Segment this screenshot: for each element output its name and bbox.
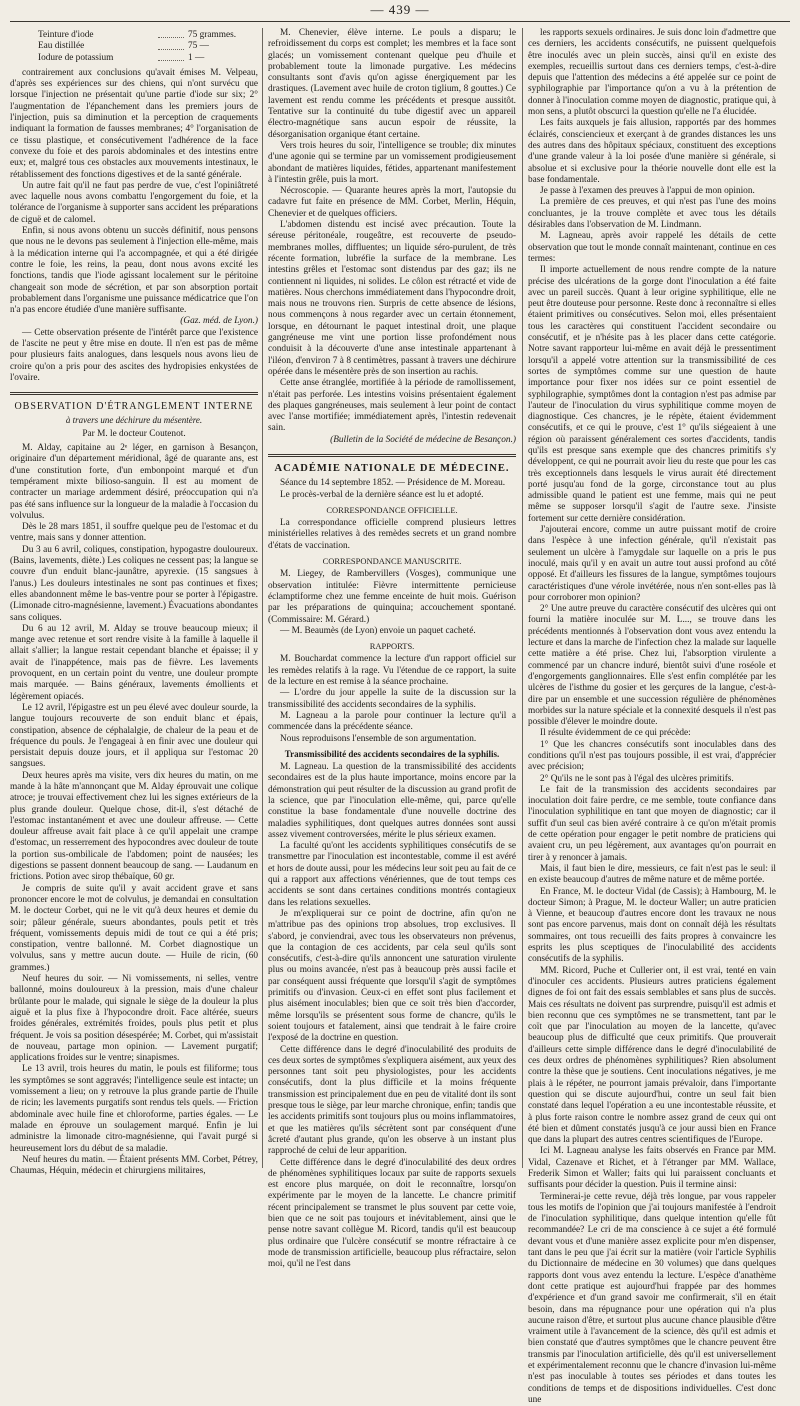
author-line: Par M. le docteur Coutenot. <box>82 428 186 439</box>
ingredient-quantity: 75 — <box>188 41 209 52</box>
column-rule <box>522 28 523 1168</box>
paragraph: M. Lagneau. La question de la transmissibilité des accidents secondaires est de la plus haute importance, moins encore par la démonstration qui peut résulter de la discussion au grand profit de la science, que par l'inoculation elle-même, qui, parce qu'elle constitue la base fondamentale d'une nouvelle doctrine des maladies syphilitiques, dont quelques autres données sont aussi assez vivement controversées, mérite le plus sérieux examen. <box>268 762 516 840</box>
paragraph: Mais, il faut bien le dire, messieurs, ce fait n'est pas le seul: il en existe beaucoup d'autres de même nature et de même portée. <box>528 863 776 886</box>
section-title: OBSERVATION D'ÉTRANGLEMENT INTERNE <box>10 392 258 412</box>
paragraph: Le 13 avril, trois heures du matin, le pouls est filiforme; tous les symptômes se sont aggravés; l'intelligence seule est intacte; un vomissement a lieu; on y retrouve la plus grande partie de l'huile de ricin; les lavements purgatifs sont rendus tels quels. — Friction abdominale avec huile fine et chloroforme, parties égales. — Le malade en éprouve un soulagement marqué. Enfin je lui administre la limonade citro-magnésienne, qui l'avait purgé si heureusement lors du début de sa maladie. <box>10 1064 258 1154</box>
paragraph: Le fait de la transmission des accidents secondaires par inoculation doit faire perdre, ce me semble, toute confiance dans l'inoculation syphilitique en tant que moyen de diagnostic; car il suffit d'un seul cas bien avéré contraire à ce qu'on m'était promis de cette opération pour engager le petit nombre de praticiens qui avaient cru, un peu légèrement, aux avantages qu'on pourrait en tirer à y renoncer à jamais. <box>528 784 776 863</box>
paragraph: J'ajouterai encore, comme un autre puissant motif de croire dans l'espèce à une infection générale, qu'il n'existait pas seulement un ulcère à l'amygdale sur laquelle on a pris le pus inoculé, mais qu'il y en avait un autre tout aussi profond au côté opposé. Et d'ailleurs les fissures de la langue, symptômes toujours caractéristiques d'une vérole invétérée, nous n'en sont-elles pas là pour corroborer mon opinion? <box>528 525 776 603</box>
paragraph: En France, M. le docteur Vidal (de Cassis); à Hambourg, M. le docteur Simon; à Prague, M. le docteur Waller; un autre praticien à Vienne, et beaucoup d'autres encore dont les travaux ne nous sont pas encore parvenus, mais dont on connaît déjà les résultats sommaires, ont tous recueilli des faits propres à convaincre les esprits les plus sceptiques de l'inoculabilité des accidents consécutifs de la syphilis. <box>528 886 776 965</box>
paragraph: Vers trois heures du soir, l'intelligence se trouble; dix minutes d'une agonie qui se termine par un vomissement prodigieusement abondant de matières liquides, fétides, appartenant manifestement à l'intestin grêle, puis la mort. <box>268 140 516 185</box>
paragraph: Deux heures après ma visite, vers dix heures du matin, on me mande à la hâte m'annonçant que M. Alday éprouvait une colique atroce; je trouvai effectivement chez lui les signes extérieurs de la plus grande douleur. Quelque chose, dit-il, s'est détaché de l'estomac instantanément et avec une douleur affreuse. — Cette douleur affreuse avait fait place à ce qu'il appelait une crampe d'estomac, un resserrement des hypocondres avec douleur de toute la portion sus-ombilicale de l'abdomen; point de nausées; les digestions se passent donnent beaucoup de sang. — Laudanum en frictions. Potion avec sirop thébaïque, 60 gr. <box>10 770 258 883</box>
paragraph: Ici M. Lagneau analyse les faits observés en France par MM. Vidal, Cazenave et Richet, et à l'étranger par MM. Wallace, Frederik Simon et Waller; faits qui lui paraissent concluants et suffisants pour décider la question. Puis il termine ainsi: <box>528 1146 776 1191</box>
paragraph: La première de ces preuves, et qui n'est pas l'une des moins concluantes, je la trouve complète et avec tous les détails désirables dans l'observation de M. Lindmann. <box>528 197 776 231</box>
paragraph: La faculté qu'ont les accidents syphilitiques consécutifs de se transmettre par l'inoculation est incontestable, comme il est avéré et hors de doute aussi, pour les médecins leur soit peu au fait de ce qui a rapport aux affections vénériennes, que de tout temps ces accidents se sont dans certaines conditions montrés contagieux dans les relations sexuelles. <box>268 841 516 908</box>
paragraph: La correspondance officielle comprend plusieurs lettres ministérielles relatives à des remèdes secrets et un grand nombre d'états de vaccination. <box>268 518 516 551</box>
source-citation: (Bulletin de la Société de médecine de Besançon.) <box>330 434 516 445</box>
page-number: — 439 — <box>370 2 430 17</box>
ingredient-name: Eau distillée <box>38 41 85 52</box>
paragraph: Je m'expliquerai sur ce point de doctrine, afin qu'on ne m'attribue pas des opinions trop absolues, trop exclusives. Il s'abord, je conviendrai, avec tous les observateurs non prévenus, que la contagion de ces accidents, par cela seul qu'ils sont consécutifs, c'est-à-dire qu'ils annoncent une saturation virulente plus ou moins avancée, n'est pas à beaucoup près aussi facile et par conséquent aussi fréquente que lorsqu'il s'agit de symptômes primitifs ou d'invasion. Ceux-ci en effet sont plus facilement et plus aisément inoculables; bien que ce soit très bien d'accorder, même lorsqu'ils se présentent sous forme de chancre, qu'ils le soient toujours et fatalement, ainsi que tendrait à le faire croire l'exposé de la doctrine en question. <box>268 908 516 1044</box>
paragraph: Nécroscopie. — Quarante heures après la mort, l'autopsie du cadavre fut faite en présence de MM. Corbet, Merlin, Héquin, Chenevier et de quelques officiers. <box>268 186 516 219</box>
ingredient-quantity: 1 — <box>188 52 205 63</box>
paragraph: Le 12 avril, l'épigastre est un peu élevé avec douleur sourde, la langue toujours recouverte de son enduit blanc et épais, constipation, absence de céphalalgie, de chaleur de la peau et de fréquence du pouls. Je l'engageai à en finir avec une douleur qui persistait depuis douze jours, et il appliqua sur l'estomac 20 sangsues. <box>10 702 258 770</box>
paragraph: M. Liegey, de Rambervillers (Vosges), communique une observation intitulée: Fièvre intermittente pernicieuse éclamptiforme chez une femme enceinte de huit mois. Guérison par les préparations de quinquina; accouchement spontané. (Commissaire: M. Gérard.) <box>268 569 516 625</box>
column-middle <box>268 28 516 1270</box>
subsection-heading: CORRESPONDANCE OFFICIELLE. <box>326 504 458 515</box>
column-right <box>528 28 776 1405</box>
header-rule <box>10 21 790 22</box>
subsection-heading: CORRESPONDANCE MANUSCRITE. <box>322 556 462 567</box>
paragraph: L'abdomen distendu est incisé avec précaution. Toute la séreuse péritonéale, rougeâtre, est recouverte de pseudo-membranes molles, diffluentes; un liquide séro-purulent, de très récente formation, lubréfie la surface de la membrane. Les intestins grêles et l'estomac sont distendus par des gaz; ils ne contiennent ni liquides, ni solides. Le côlon est rétracté et vide de matières. Nous cherchons immédiatement dans l'hypocondre droit, mais nous ne trouvons rien. Surpris de cette absence de lésions, nous commençons à nous regarder avec un certain étonnement, lorsque, en détournant le paquet intestinal droit, une plaque gangréneuse me vint une portion lisse profondément nous conduisit à la découverte d'une anse intestinale appartenant à l'iléon, d'environ 7 à 8 centimètres, passant à travers une déchirure opérée dans le mésentère près de son insertion au rachis. <box>268 220 516 377</box>
paragraph: les rapports sexuels ordinaires. Je suis donc loin d'admettre que ces derniers, les accidents consécutifs, ne puissent quelquefois être inoculés avec un plein succès, ainsi qu'il en existe des exemples, recueillis surtout dans ces derniers temps, c'est-à-dire depuis que l'attention des médecins a été appelée sur ce point de syphilographie par l'importance qu'on a vu à la prétention de donner à l'inoculation comme moyen de diagnostic, pratique qui, à mon sens, a plutôt obscurci la question qu'elle ne l'a élucidée. <box>528 28 776 118</box>
paragraph: Il résulte évidemment de ce qui précède: <box>540 728 691 739</box>
leader-dots <box>158 30 184 38</box>
paragraph: Il importe actuellement de nous rendre compte de la nature précise des ulcérations de la gorge dont l'inoculation a été faite avec un pareil succès. Quant à leur origine syphilitique, elle ne peut être douteuse pour personne. Reste donc à reconnaître si elles étaient primitives ou consécutives. Selon moi, elles présentaient tous les caractères qui constituent l'accident secondaire ou consécutif, et je n'hésite pas à les placer dans cette catégorie. Notre savant rapporteur lui-même en avait déjà le pressentiment lorsqu'il a appelé votre attention sur la transmissibilité de ces sortes de symptômes comme sur une question de haute importance pour fixer nos idées sur ce point essentiel de syphilographie, symptômes dont la contagion n'est pas admise par l'auteur de l'inoculation du virus syphilitique comme moyen de diagnostique. Ces chancres, je le répète, étaient évidemment consécutifs, et ce qui le prouve, c'est 1° qu'ils siégeaient à une région où paraissent généralement ces sortes d'accidents, tandis qu'ils est presque sans exemple que des chancres primitifs s'y développent, ce qui ne pourrait avoir lieu du reste que pour les cas très exceptionnels dans lesquels le virus aurait été directement porté jusqu'au fond de la gorge, circonstance tout au plus admissible quand le patient est une femme, mais qui ne peut même se supposer lorsqu'il s'agit de l'autre sexe. J'insiste fortement sur cette dernière considération. <box>528 265 776 524</box>
paragraph: Neuf heures du matin. — Étaient présents MM. Corbet, Pétrey, Chaumas, Héquin, médecin et chirurgiens militaires, <box>10 1154 258 1177</box>
section-subtitle: à travers une déchirure du mésentère. <box>65 414 203 425</box>
column-left <box>10 28 258 1177</box>
paragraph: Du 6 au 12 avril, M. Alday se trouve beaucoup mieux; il mange avec retenue et sort rendre visite à la famille à laquelle il allait s'allier; la langue restait cependant blanche et épaisse; il y avait de l'inappétence, mais pas de fièvre. Les lavements provoquent, en un certain point du ventre, une douleur prompte mais marquée. — Bains généraux, lavements émollients et légèrement opiacés. <box>10 623 258 702</box>
paragraph: Je passe à l'examen des preuves à l'appui de mon opinion. <box>540 186 755 197</box>
paragraph: Un autre fait qu'il ne faut pas perdre de vue, c'est l'opiniâtreté avec laquelle nous avons combattu l'engorgement du foie, et la tolérance de l'organisme à supporter sans accident les préparations de ciguë et de calomel. <box>10 180 258 225</box>
leader-dots <box>158 53 184 61</box>
paragraph: 2° Qu'ils ne le sont pas à l'égal des ulcères primitifs. <box>540 773 734 784</box>
subsection-heading: RAPPORTS. <box>369 641 415 652</box>
column-rule <box>262 28 263 1168</box>
paragraph: 2° Une autre preuve du caractère consécutif des ulcères qui ont fourni la matière inoculée sur M. L..., se trouve dans les précédents mentionnés à l'observation dont vous avez entendu la lecture et dans la marche de l'infection chez la malade sur laquelle cette matière a été prise. Chez lui, l'absorption virulente a commencé par un chancre induré, bientôt suivi d'une roséole et d'engorgements ganglionnaires. Elle s'est enfin complétée par les ulcères de l'isthme du gosier et les gerçures de la langue, c'est-à-dire par un ensemble et une succession régulière de phénomènes morbides sur la nature spéciale et la connexité desquels il n'est pas possible d'élever le moindre doute. <box>528 604 776 728</box>
paragraph: Du 3 au 6 avril, coliques, constipation, hypogastre douloureux. (Bains, lavements, diète.) Les coliques ne cessent pas; la langue se couvre d'un enduit blanc-jaunâtre, apyrexie. (15 sangsues à l'anus.) Les douleurs intestinales ne sont pas continues et fixes; elles abandonnent même le bas-ventre pour se porter à l'épigastre. (Limonade citro-magnésienne, lavement.) Évacuations abondantes sans coliques. <box>10 544 258 623</box>
paragraph: Terminerai-je cette revue, déjà très longue, par vous rappeler tous les motifs de l'opinion que j'ai toujours manifestée à l'endroit de l'inoculation syphilitique, dans quelque intention qu'elle fût recommandée? Le cri de ma conscience à ce sujet a été formulé devant vous et d'une manière assez explicite pour m'en dispenser, tant dans le peu que j'ai écrit sur la matière (voir l'article Syphilis du Dictionnaire de médecine en 30 volumes) que dans quelques rapports dont vous avez entendu la lecture. L'espèce d'anathème dont cette pratique est aujourd'hui frappée par des hommes d'expérience et d'un grand savoir me confirmerait, s'il en était besoin, dans ma répugnance pour une opération qui n'a plus aucune raison d'être, et surtout plus aucune chance plausible d'être vraiment utile à l'avancement de la science, dès qu'il est admis et bien constaté que d'autres symptômes que le chancre peuvent être transmis par l'inoculation artificielle, dès qu'il est universellement et expérimentalement reconnu que le chancre d'invasion lui-même n'est pas inoculable à toutes ses périodes et dans toutes les conditions de temps et de dispositions individuelles. C'est donc une <box>528 1191 776 1405</box>
paragraph: Je compris de suite qu'il y avait accident grave et sans prononcer encore le mot de colvulus, je demandai en consultation M. le docteur Corbet, qui ne le vit qu'à deux heures et demie du soir; pâleur générale, sueurs abondantes, pouls petit et très fréquent, vomissements depuis midi de tout ce qui a été pris; constipation, ventre ballonné. M. Corbet diagnostique un volvulus, sans y mettre aucun doute. — Huile de ricin, (60 grammes.) <box>10 883 258 973</box>
paragraph: — M. Beaumès (de Lyon) envoie un paquet cacheté. <box>280 625 476 636</box>
session-line: Séance du 14 septembre 1852. — Présidence de M. Moreau. <box>280 478 506 489</box>
paragraph: M. Lagneau a la parole pour continuer la lecture qu'il a commencée dans la précédente séance. <box>268 710 516 733</box>
prescription-item <box>38 30 258 41</box>
paragraph: M. Chenevier, élève interne. Le pouls a disparu; le refroidissement du corps est complet; les membres et la face sont glacés; un vomissement contenant quelque peu d'huile et probablement toute la limonade purgative. Les médecins consultants sont d'avis qu'on agisse énergiquement par les drastiques. (Lavement avec huile de croton tiglium, 8 gouttes.) Ce lavement est rendu comme les précédents et presque aussitôt. Tentative sur la continuité du tube digestif avec un appareil électro-magnétique sans aucun espoir de réussite, la désorganisation organique étant certaine. <box>268 28 516 140</box>
ingredient-quantity: 75 grammes. <box>188 30 237 40</box>
paragraph: M. Bouchardat commence la lecture d'un rapport officiel sur les remèdes relatifs à la rage. Vu l'étendue de ce rapport, la suite de la lecture en est remise à la séance prochaine. <box>268 654 516 688</box>
ingredient-name: Iodure de potassium <box>38 52 114 63</box>
source-citation: (Gaz. méd. de Lyon.) <box>180 316 258 327</box>
paragraph: M. Alday, capitaine au 2ᵉ léger, en garnison à Besançon, originaire d'un département méridional, âgé de quarante ans, est d'une constitution forte, d'un embonpoint marqué et d'un tempérament mixte bilioso-sanguin. Il est au moment de contracter un mariage ardemment désiré, préoccupation qui n'a pas été sans influence sur la longueur de la maladie à l'occasion du volvulus. <box>10 443 258 521</box>
paragraph: 1° Que les chancres consécutifs sont inoculables dans des conditions qu'il n'est pas toujours possible, il est vrai, d'apprécier avec précision; <box>528 739 776 773</box>
paragraph: MM. Ricord, Puche et Cullerier ont, il est vrai, tenté en vain d'inoculer ces accidents. Plusieurs autres praticiens également dignes de foi ont fait des essais semblables et sans plus de succès. Mais ces résultats ne doivent pas surprendre, puisqu'il est admis et bien reconnu que ces symptômes ne se transmettent, tant par le coït que par l'inoculation au moyen de la lancette, qu'avec beaucoup plus de difficulté que ceux primitifs. Que prouverait d'ailleurs cette simple différence dans le degré d'inoculabilité de ces deux ordres de phénomènes syphilitiques? Rien absolument contre la thèse que je soutiens. Cent inoculations négatives, je me plais à le répéter, ne pourront jamais prévaloir, dans l'importante question qui se discute aujourd'hui, contre un seul fait bien constaté dans lequel l'opération a eu une incontestable réussite, et à plus forte raison contre le nombre assez grand de ceux qui ont été bien et dûment constatés jusqu'à ce jour aussi bien en France que dans la plupart des autres centres scientifiques de l'Europe. <box>528 965 776 1146</box>
subsection-heading: Transmissibilité des accidents secondaires de la syphilis. <box>284 748 500 759</box>
paragraph: Le procès-verbal de la dernière séance est lu et adopté. <box>280 489 484 500</box>
paragraph: Enfin, si nous avons obtenu un succès définitif, nous pensons que nous ne le devons pas seulement à l'injection elle-même, mais à la médication interne qui l'a accompagnée, et qui a été dirigée contre le foie, les reins, la peau, dont nous avons excité les fonctions, tandis que l'iode agissant localement sur le péritoine changeait son mode de sécrétion, et par son absorption portait probablement dans l'organisme une puissance médicatrice que l'on n'a pas encore étudiée d'une manière suffisante. <box>10 226 258 316</box>
paragraph: Cette anse étranglée, mortifiée à la période de ramollissement, n'était pas perforée. Les intestins voisins présentaient également des plaques gangréneuses, mais seulement à leur point de contact avec l'anse mortifiée; immédiatement après, l'intestin redevenait sain. <box>268 378 516 434</box>
paragraph: M. Lagneau, après avoir rappelé les détails de cette observation que tout le monde connaît maintenant, continue en ces termes: <box>528 231 776 264</box>
ingredient-name: Teinture d'iode <box>38 30 94 40</box>
paragraph: Cette différence dans le degré d'inoculabilité des produits de ces deux sortes de symptômes s'expliquera aisément, aux yeux des personnes tant soit peu physiologistes, pour les accidents consécutifs, dont la plus difficile et la moins fréquente transmission est principalement due en peu de vitalité dont ils sont presque tous le siège, par leur marche chronique, enfin; tandis que les accidents primitifs sont toujours plus ou moins inflammatoires, et que les matières qu'ils sécrètent sont par conséquent d'une âcreté d'autant plus grande, qu'on les observe à un instant plus rapproché de celui de leur apparition. <box>268 1044 516 1157</box>
academy-title: ACADÉMIE NATIONALE DE MÉDECINE. <box>268 454 516 474</box>
prescription-item <box>38 53 258 64</box>
paragraph: Nous reproduisons l'ensemble de son argumentation. <box>280 733 477 744</box>
paragraph: Les faits auxquels je fais allusion, rapportés par des hommes éclairés, consciencieux et exerçant à de grandes distances les uns des autres dans des hôpitaux spéciaux, constituent des exceptions d'une grande valeur à la loi posée d'une manière si générale, si absolue et si exclusive pour la théorie nouvelle dont elle est la base fondamentale. <box>528 118 776 185</box>
prescription-list <box>38 30 258 64</box>
paragraph: — Cette observation présente de l'intérêt parce que l'existence de l'ascite ne peut y être mise en doute. Il n'en est pas de même pour plusieurs faits analogues, dans lesquels nous avons lieu de croire qu'on a pris pour des ascites des hydropisies enkystées de l'ovaire. <box>10 327 258 383</box>
leader-dots <box>158 41 184 49</box>
paragraph: contrairement aux conclusions qu'avait émises M. Velpeau, d'après ses expériences sur des chiens, qui n'ont survécu que lorsque l'injection ne présentait qu'une partie d'iode sur six; 2° l'augmentation de l'épanchement dans les premiers jours de l'injection, puis sa diminution et la perception de craquements indiquant la formation de fausses membranes; 4° l'organisation de ce tissu plastique, et consécutivement l'adhérence de la face convexe du foie et des parois abdominales et des intestins entre eux; et, malgré tous ces obstacles aux mouvements intestinaux, le rétablissement des fonctions digestives et de la santé générale. <box>10 67 258 180</box>
paragraph: Cette différence dans le degré d'inoculabilité des deux ordres de phénomènes syphilitiques locaux par suite de rapports sexuels est encore plus marquée, on doit le reconnaître, lorsqu'on expérimente par le moyen de la lancette. Le chancre primitif récent principalement se transmet le plus souvent par cette voie, bien que ce ne soit pas toujours et inévitablement, ainsi que le pense notre savant collègue M. Ricord, tandis qu'il est beaucoup plus ordinaire que l'ulcère consécutif se montre réfractaire à ce mode de transmission artificielle, beaucoup plus réfractaire, selon moi, qu'il ne l'est dans <box>268 1157 516 1270</box>
paragraph: Neuf heures du soir. — Ni vomissements, ni selles, ventre ballonné, moins douloureux à la pression, mais d'une chaleur brûlante pour le malade, qui signale le siège de la douleur la plus aiguë et la plus fixe à l'hypocondre droit. Face altérée, sueurs froides générales, extrémités froides, pouls plus petit et plus fréquent. Je vois sa position désespérée; M. Corbet, qui m'assistait de nouveau, partage mon opinion. — Lavement purgatif; applications froides sur le ventre; sinapismes. <box>10 974 258 1064</box>
prescription-item <box>38 41 258 52</box>
paragraph: Dès le 28 mars 1851, il souffre quelque peu de l'estomac et du ventre, mais sans y donner attention. <box>10 522 258 544</box>
paragraph: — L'ordre du jour appelle la suite de la discussion sur la transmissibilité des accidents secondaires de la syphilis. <box>268 688 516 710</box>
